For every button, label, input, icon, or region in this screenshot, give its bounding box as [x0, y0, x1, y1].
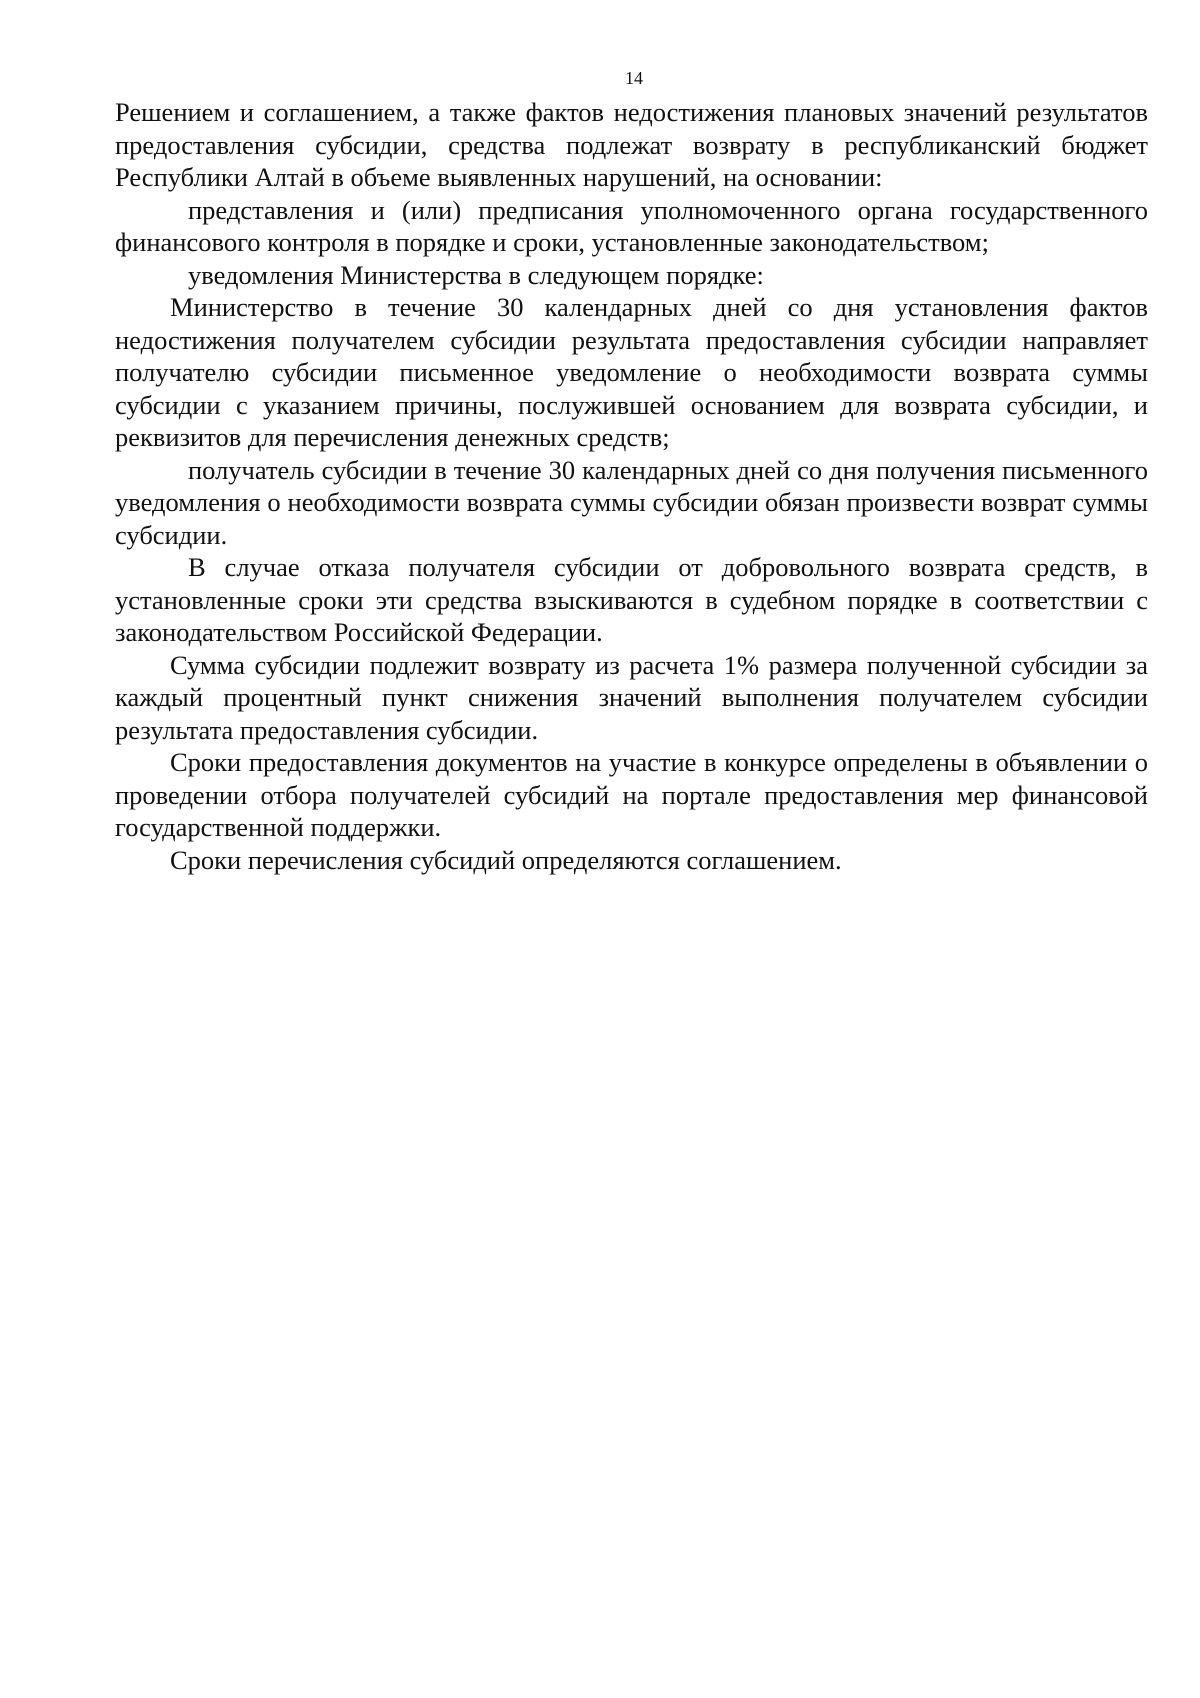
document-body — [115, 96, 1148, 876]
paragraph-8: Сроки предоставления документов на участие в конкурсе определены в объявлении о проведении отбора получателей субсидий на портале предоставления мер финансовой государственной поддержки. — [115, 747, 1148, 842]
page-number: 14 — [625, 68, 643, 88]
paragraph-6: В случае отказа получателя субсидии от добровольного возврата средств, в установленные сроки эти средства взыскиваются в судебном порядке в соответствии с законодательством Российской Федерации. — [115, 552, 1148, 647]
paragraph-3: уведомления Министерства в следующем порядке: — [188, 259, 764, 290]
paragraph-4: Министерство в течение 30 календарных дней со дня установления фактов недостижения получателем субсидии результата предоставления субсидии направляет получателю субсидии письменное уведомление о необходимости возврата суммы субсидии с указанием причины, послужившей основанием для возврата субсидии, и реквизитов для перечисления денежных средств; — [115, 292, 1148, 452]
paragraph-5: получатель субсидии в течение 30 календарных дней со дня получения письменного уведомления о необходимости возврата суммы субсидии обязан произвести возврат суммы субсидии. — [115, 454, 1148, 550]
paragraph-9: Сроки перечисления субсидий определяются соглашением. — [170, 844, 842, 875]
paragraph-7: Сумма субсидии подлежит возврату из расчета 1% размера полученной субсидии за каждый процентный пункт снижения значений выполнения получателем субсидии результата предоставления субсидии. — [115, 649, 1148, 745]
paragraph-2: представления и (или) предписания уполномоченного органа государственного финансового контроля в порядке и сроки, установленные законодательством; — [115, 194, 1148, 257]
paragraph-1: Решением и соглашением, а также фактов недостижения плановых значений результатов предоставления субсидии, средства подлежат возврату в республиканский бюджет Республики Алтай в объеме выявленных нарушений, на основании: — [115, 97, 1148, 192]
